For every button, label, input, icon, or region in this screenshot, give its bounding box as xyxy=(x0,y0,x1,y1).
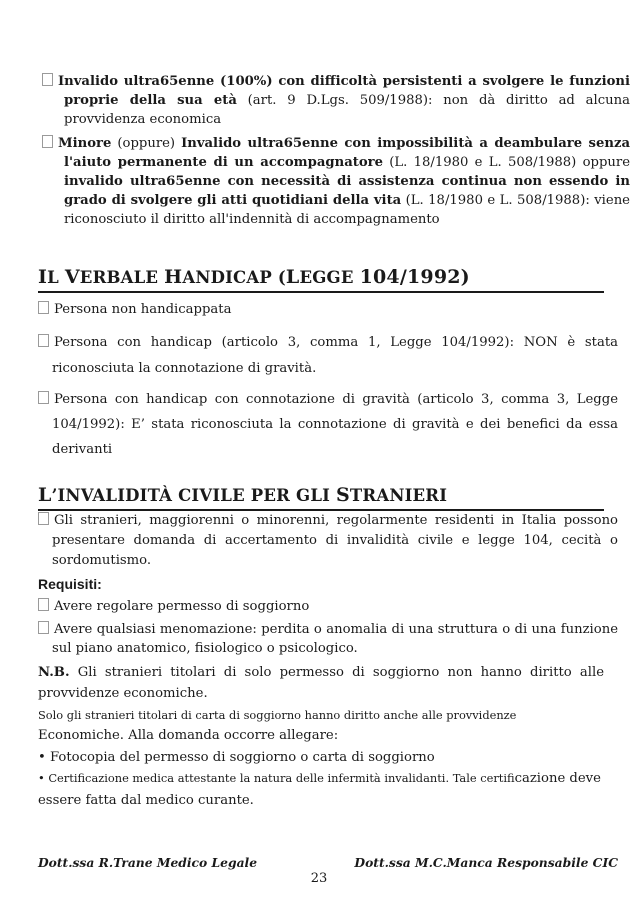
solo-stranieri-carta: Solo gli stranieri titolari di carta di soggiorno hanno diritto anche alle provvidenze xyxy=(38,708,517,722)
item-minore-accompagnamento: Minore (oppure) Invalido ultra65enne con impossibilità a deambulare senza l'aiuto permanente di un accompagnatore (L. 18/1980 e L. 508/1988) oppure invalido ultra65enne con necessità di assistenza continua non essendo in grado di svolgere gli atti quotidiani della vita (L. 18/1980 e L. 508/1988): viene riconosciuto il diritto all'indennità di accompagnamento xyxy=(38,134,630,229)
requisiti-label: Requisiti: xyxy=(38,576,102,592)
checkbox-icon xyxy=(38,512,49,525)
checkbox-icon xyxy=(42,135,53,148)
section-title-stranieri: L’INVALIDITÀ CIVILE PER GLI STRANIERI xyxy=(38,484,604,506)
nota-bene: N.B. Gli stranieri titolari di solo permesso di soggiorno non hanno diritto alle provvidenze economiche. xyxy=(38,665,604,701)
economiche-allegare: Economiche. Alla domanda occorre allegare: xyxy=(38,728,339,743)
footer-left: Dott.ssa R.Trane Medico Legale xyxy=(38,855,258,870)
bullet-certificazione: • Certificazione medica attestante la natura delle infermità invalidanti. Tale certificazione deve xyxy=(38,771,601,786)
requisito-menomazione: Avere qualsiasi menomazione: perdita o anomalia di una struttura o di una funzione sul piano anatomico, fisiologico o psicologico. xyxy=(38,620,618,658)
stranieri-intro: Gli stranieri, maggiorenni o minorenni, regolarmente residenti in Italia possono presentare domanda di accertamento di invalidità civile e legge 104, cecità o sordomutismo. xyxy=(38,511,618,571)
item-non-handicappata: Persona non handicappata xyxy=(38,299,604,321)
bullet-fotocopia: • Fotocopia del permesso di soggiorno o carta di soggiorno xyxy=(38,750,435,765)
medico-curante: essere fatta dal medico curante. xyxy=(38,793,254,808)
section-title-verbale-handicap: IL VERBALE HANDICAP (LEGGE 104/1992) xyxy=(38,266,604,288)
checkbox-icon xyxy=(38,598,49,611)
checkbox-icon xyxy=(42,73,53,86)
item-ultra65-difficolta: Invalido ultra65enne (100%) con difficoltà persistenti a svolgere le funzioni proprie della sua età (art. 9 D.Lgs. 509/1988): non dà diritto ad alcuna provvidenza economica xyxy=(38,72,630,129)
item-handicap-grave: Persona con handicap con connotazione di gravità (articolo 3, comma 3, Legge 104/1992): E’ stata riconosciuta la connotazione di gravità e dei benefici da essa derivanti xyxy=(38,387,618,462)
checkbox-icon xyxy=(38,621,49,634)
checkbox-icon xyxy=(38,391,49,404)
section-underline xyxy=(38,291,604,293)
checkbox-icon xyxy=(38,334,49,347)
item-handicap-comma1: Persona con handicap (articolo 3, comma 1, Legge 104/1992): NON è stata riconosciuta la connotazione di gravità. xyxy=(38,330,618,382)
requisito-permesso: Avere regolare permesso di soggiorno xyxy=(38,597,604,616)
checkbox-icon xyxy=(38,301,49,314)
page-number: 23 xyxy=(310,871,328,886)
footer-right: Dott.ssa M.C.Manca Responsabile CIC xyxy=(354,855,618,870)
